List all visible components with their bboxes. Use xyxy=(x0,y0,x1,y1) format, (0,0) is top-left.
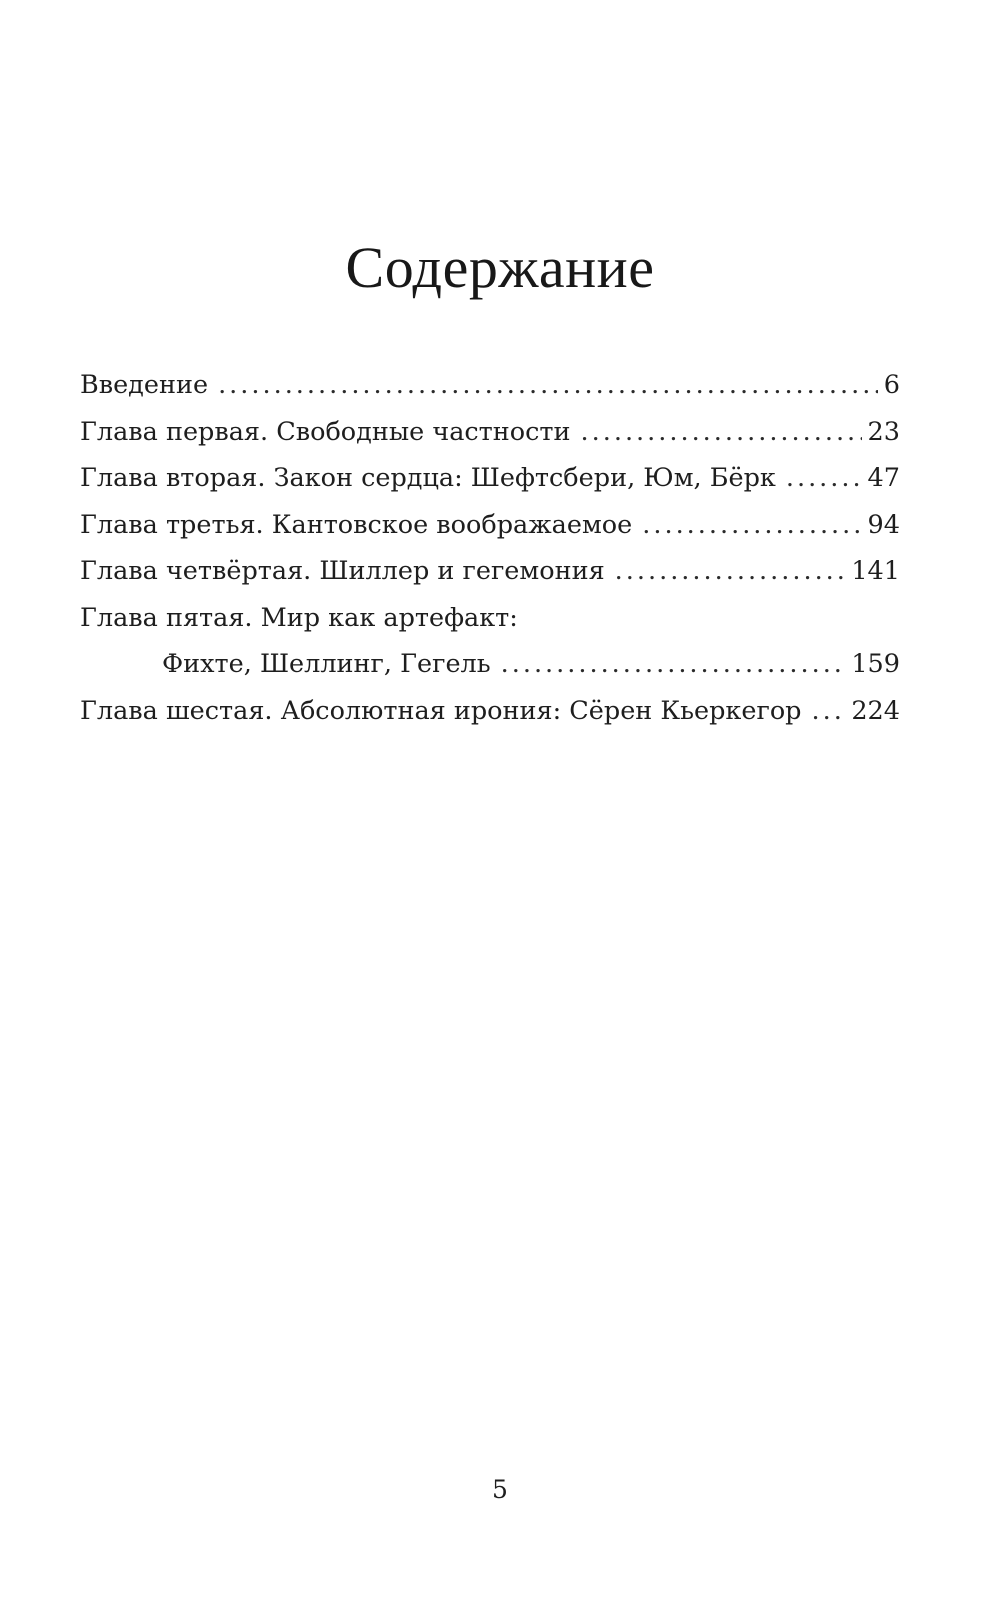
toc-entry-continuation xyxy=(80,641,900,688)
toc-entry-page: 94 xyxy=(867,509,900,540)
toc-entry-label: Глава четвёртая. Шиллер и гегемония xyxy=(80,556,605,586)
toc-entry-chapter-4 xyxy=(80,548,900,595)
toc-entry-label: Глава пятая. Мир как артефакт: xyxy=(80,602,518,633)
toc-entry-page: 141 xyxy=(851,556,900,586)
toc-entry-chapter-6 xyxy=(80,688,900,735)
dot-leader xyxy=(642,502,861,549)
dot-leader xyxy=(786,455,862,502)
toc-entry-chapter-2 xyxy=(80,455,900,502)
toc-entry-introduction xyxy=(80,362,900,409)
toc-entry-label: Глава третья. Кантовское воображаемое xyxy=(80,509,633,540)
toc-entry-page: 23 xyxy=(867,416,900,447)
table-of-contents xyxy=(80,362,900,734)
toc-entry-chapter-3 xyxy=(80,502,900,549)
toc-entry-label: Глава вторая. Закон сердца: Шефтсбери, Юм, Бёрк xyxy=(80,463,776,493)
toc-entry-page: 6 xyxy=(883,370,900,400)
toc-entry-page: 224 xyxy=(851,695,900,726)
dot-leader xyxy=(581,409,862,456)
toc-entry-chapter-5 xyxy=(80,595,900,688)
dot-leader xyxy=(218,362,878,409)
toc-entry-chapter-1 xyxy=(80,409,900,456)
toc-entry-label: Глава шестая. Абсолютная ирония: Сёрен Кьеркегор xyxy=(80,695,802,726)
toc-entry-page: 159 xyxy=(851,649,900,679)
dot-leader xyxy=(501,641,846,688)
page-number: 5 xyxy=(492,1475,508,1504)
toc-entry-label-continued: Фихте, Шеллинг, Гегель xyxy=(162,649,491,679)
page-title: Содержание xyxy=(345,235,655,300)
toc-entry-label: Введение xyxy=(80,370,209,400)
toc-entry-label: Глава первая. Свободные частности xyxy=(80,416,571,447)
toc-entry-page: 47 xyxy=(867,463,900,493)
dot-leader xyxy=(615,548,846,595)
dot-leader xyxy=(812,688,846,735)
